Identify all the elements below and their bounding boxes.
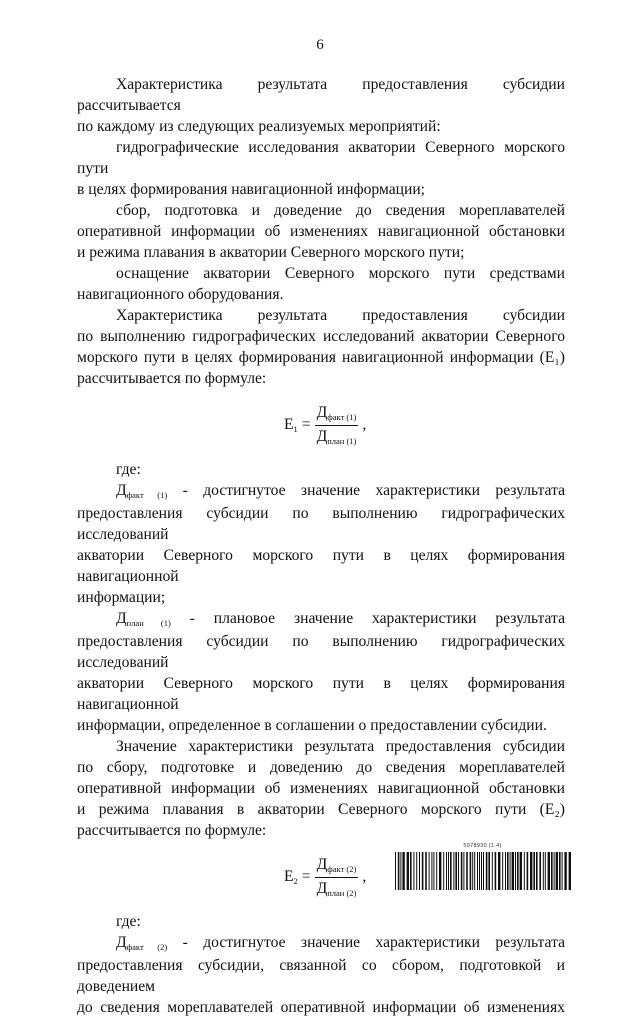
formula-e1	[77, 395, 565, 455]
definition-subscript: факт (1)	[126, 490, 168, 500]
barcode-bar	[472, 852, 473, 890]
text-line: сбор, подготовка и доведение до сведения мореплавателей	[116, 202, 565, 219]
definition-text: - достигнутое значение характеристики результата	[167, 934, 565, 951]
barcode-bar	[450, 852, 452, 890]
barcode-bar	[502, 852, 503, 890]
text-line: оперативной информации об изменениях навигационной обстановки	[77, 223, 565, 240]
definition-symbol: Д	[116, 610, 127, 627]
barcode-bar	[448, 852, 449, 890]
barcode-bar	[453, 852, 454, 890]
barcode-bar	[400, 852, 401, 890]
text-line: по каждому из следующих реализуемых мероприятий:	[77, 118, 441, 135]
barcode-bar	[474, 852, 475, 890]
barcode-bar	[548, 852, 550, 890]
page-number: 6	[316, 37, 324, 53]
barcode-bar	[446, 852, 447, 890]
barcode-graphic	[394, 852, 571, 890]
text-line: и режима плавания в акватории Северного морского пути;	[77, 244, 465, 261]
definition-fact-2	[77, 932, 565, 1018]
barcode-bar	[527, 852, 529, 890]
text-line: морского пути в целях формирования навигационной информации (E₁)	[77, 349, 565, 366]
text-line: акватории Северного морского пути в целях формирования навигационной	[77, 547, 565, 585]
formula-comma: ,	[362, 416, 367, 433]
barcode-bar	[536, 852, 538, 890]
text-line: рассчитывается по формуле:	[77, 370, 267, 387]
barcode-bar	[398, 852, 400, 890]
barcode-bar	[425, 852, 427, 890]
barcode-bar	[562, 852, 563, 890]
barcode-bar	[559, 852, 561, 890]
barcode-bar	[407, 852, 409, 890]
barcode-bar	[395, 852, 396, 890]
barcode-bar	[481, 852, 482, 890]
barcode-bar	[507, 852, 509, 890]
text-line: информации;	[77, 589, 166, 606]
text-line: Значение характеристики результата предоставления субсидии	[116, 738, 565, 755]
formula-numerator: Дфакт (1)	[315, 404, 359, 426]
text-line: рассчитывается по формуле:	[77, 822, 267, 839]
text-line: гидрографические исследования акватории Северного морского пути	[77, 139, 565, 177]
barcode-bar	[458, 852, 459, 890]
where-label-1: где:	[116, 461, 141, 478]
barcode-bar	[433, 852, 434, 890]
barcode-bar	[524, 852, 525, 890]
barcode-bar	[422, 852, 424, 890]
text-line: предоставления субсидии по выполнению гидрографических исследований	[77, 633, 565, 671]
definition-text: - достигнутое значение характеристики результата	[167, 482, 565, 499]
barcode-bar	[431, 852, 432, 890]
barcode-bar	[545, 852, 546, 890]
barcode-bar	[416, 852, 417, 890]
barcode-bar	[470, 852, 472, 890]
barcode-bar	[439, 852, 441, 890]
barcode-bar	[515, 852, 516, 890]
barcode-bar	[498, 852, 500, 890]
barcode-bar	[419, 852, 420, 890]
barcode	[394, 843, 571, 891]
barcode-bar	[483, 852, 484, 890]
barcode-bar	[461, 852, 463, 890]
definition-symbol: Д	[116, 482, 127, 499]
barcode-bar	[429, 852, 430, 890]
barcode-bar	[564, 852, 566, 890]
text-line: навигационного оборудования.	[77, 286, 284, 303]
formula-denominator: Дплан (2)	[316, 879, 357, 898]
barcode-bar	[410, 852, 412, 890]
formula-comma: ,	[362, 868, 367, 885]
definition-subscript: план (1)	[126, 618, 171, 628]
barcode-bar	[488, 852, 490, 890]
barcode-bar	[402, 852, 404, 890]
formula-lhs: E2	[284, 868, 298, 886]
barcode-bar	[533, 852, 535, 890]
text-line: оперативной информации об изменениях навигационной обстановки	[77, 780, 565, 797]
barcode-bar	[486, 852, 488, 890]
definition-first-line	[77, 608, 565, 631]
definition-text: - плановое значение характеристики результата	[170, 610, 565, 627]
barcode-bar	[443, 852, 444, 890]
barcode-label: 5978930 (1.4)	[463, 843, 502, 849]
barcode-bar	[539, 852, 541, 890]
paragraph-e2	[77, 736, 565, 841]
formula-lhs: E1	[284, 416, 298, 434]
barcode-bar	[556, 852, 558, 890]
where-label-2: где:	[116, 913, 141, 930]
text-line: Характеристика результата предоставления субсидии рассчитывается	[77, 76, 565, 114]
formula-denominator: Дплан (1)	[316, 427, 357, 446]
text-line: по выполнению гидрографических исследований акватории Северного	[77, 328, 565, 345]
barcode-bar	[569, 852, 571, 890]
formula-equals: =	[301, 416, 311, 433]
text-line: оснащение акватории Северного морского пути средствами	[116, 265, 565, 282]
intro-paragraphs	[77, 74, 565, 389]
text-line: и режима плавания в акватории Северного морского пути (E₂)	[77, 801, 565, 818]
text-line: Характеристика результата предоставления субсидии	[116, 307, 565, 324]
formula-numerator: Дфакт (2)	[315, 856, 359, 878]
text-line: предоставления субсидии по выполнению гидрографических исследований	[77, 505, 565, 543]
formula-fraction	[315, 856, 359, 899]
barcode-bar	[492, 852, 493, 890]
barcode-bar	[510, 852, 511, 890]
barcode-bar	[551, 852, 553, 890]
barcode-bar	[479, 852, 480, 890]
barcode-bar	[517, 852, 519, 890]
formula-equals: =	[301, 868, 311, 885]
text-line: акватории Северного морского пути в целях формирования навигационной	[77, 675, 565, 713]
definition-symbol: Д	[116, 934, 127, 951]
definition-subscript: факт (2)	[126, 942, 168, 952]
barcode-bar	[520, 852, 522, 890]
text-line: до сведения мореплавателей оперативной информации об изменениях	[77, 999, 565, 1016]
barcode-bar	[477, 852, 478, 890]
definition-fact-1	[77, 480, 565, 608]
barcode-bar	[455, 852, 457, 890]
text-line: по сбору, подготовке и доведению до сведения мореплавателей	[77, 759, 565, 776]
definition-first-line	[77, 480, 565, 503]
definition-first-line	[77, 932, 565, 955]
barcode-bar	[436, 852, 437, 890]
barcode-bar	[495, 852, 497, 890]
formula-fraction	[315, 404, 359, 447]
barcode-bar	[466, 852, 468, 890]
barcode-bar	[413, 852, 414, 890]
barcode-bar	[554, 852, 555, 890]
definition-plan-1	[77, 608, 565, 736]
barcode-bar	[543, 852, 544, 890]
barcode-bar	[512, 852, 514, 890]
text-line: в целях формирования навигационной информации;	[77, 181, 425, 198]
barcode-bar	[505, 852, 506, 890]
barcode-bar	[530, 852, 532, 890]
text-line: информации, определенное в соглашении о предоставлении субсидии.	[77, 717, 547, 734]
text-line: предоставления субсидии, связанной со сбором, подготовкой и доведением	[77, 957, 565, 995]
barcode-bar	[463, 852, 464, 890]
